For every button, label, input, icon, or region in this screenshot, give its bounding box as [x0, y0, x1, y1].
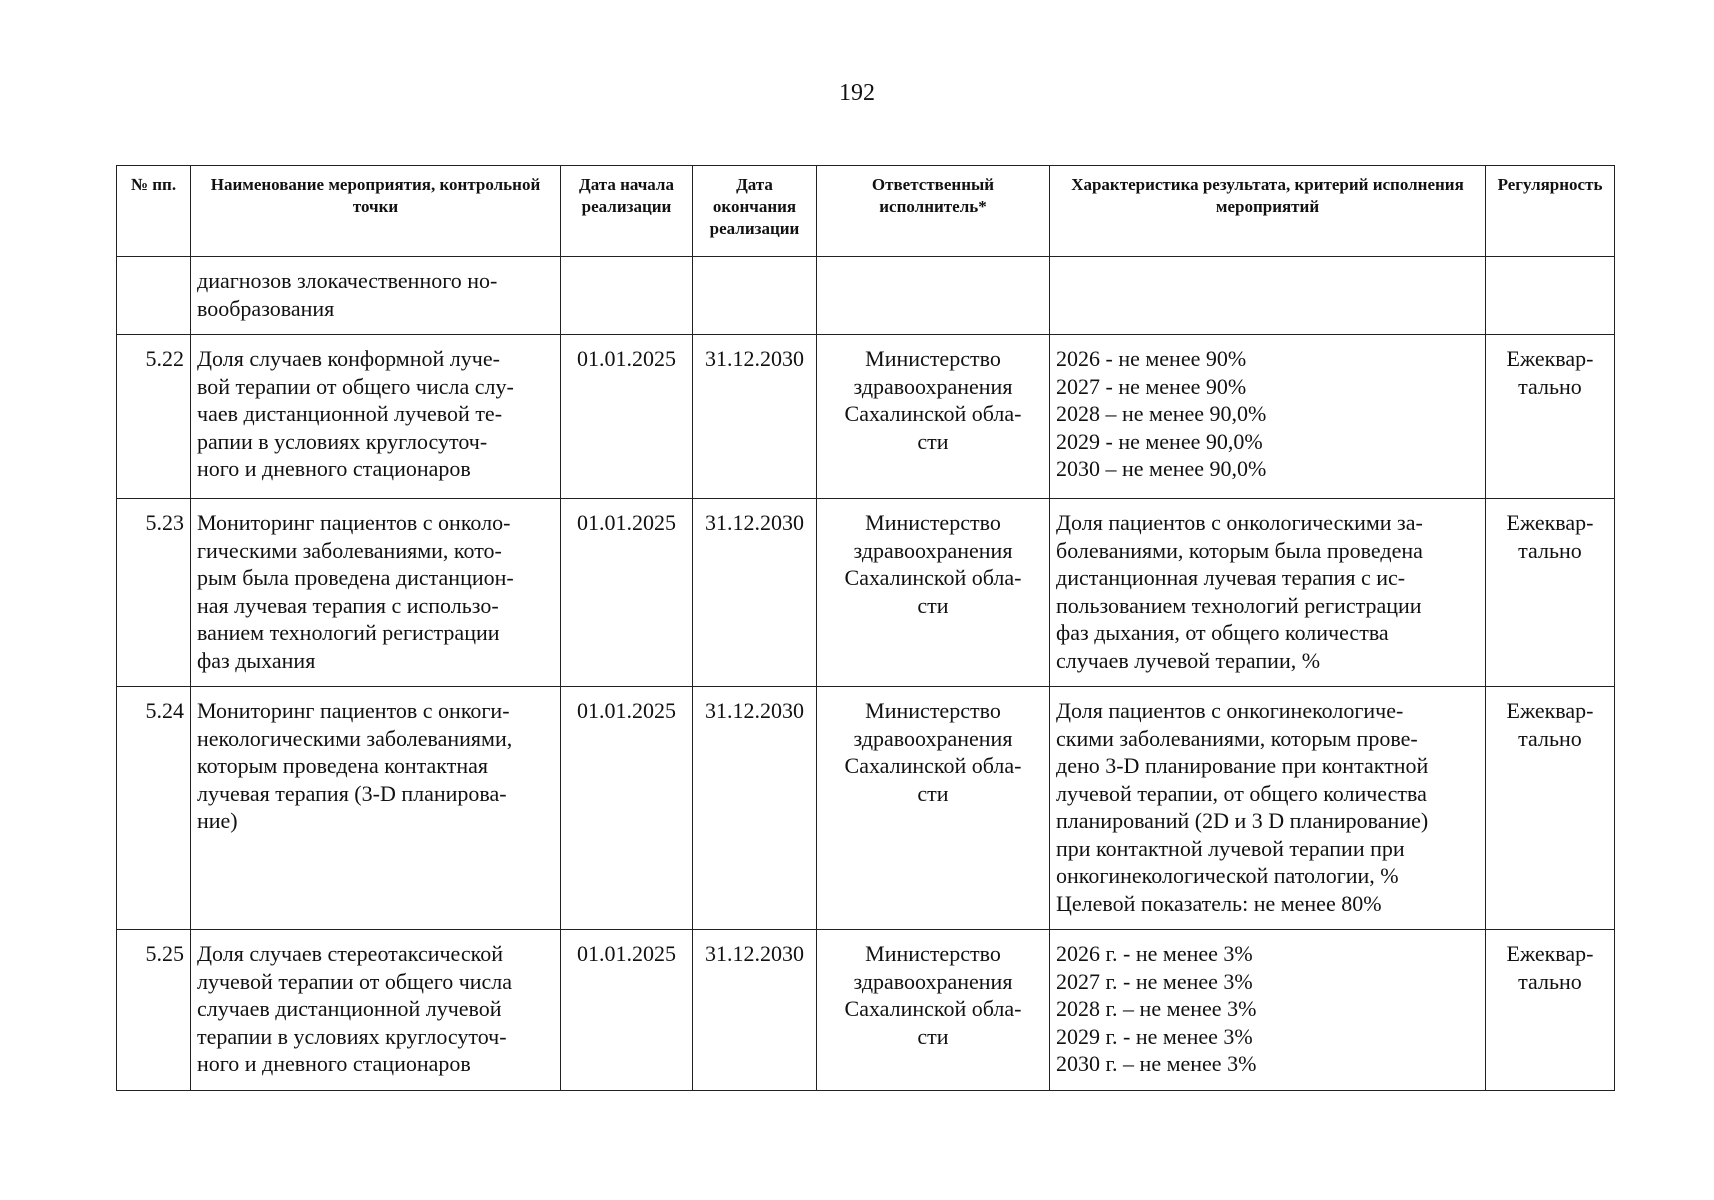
header-regularity: Регулярность — [1486, 166, 1615, 257]
header-responsible: Ответственный исполнитель* — [817, 166, 1050, 257]
start-date: 01.01.2025 — [561, 687, 693, 930]
regularity-line: Ежеквар- — [1506, 346, 1594, 371]
header-start-date: Дата начала реализации — [561, 166, 693, 257]
result-criteria-line: фаз дыхания, от общего количества — [1056, 620, 1389, 645]
result-criteria — [1050, 335, 1486, 499]
result-criteria-line: болеваниями, которым была проведена — [1056, 537, 1423, 563]
row-number — [117, 257, 191, 335]
result-criteria-line: 2028 – не менее 90,0% — [1056, 401, 1267, 426]
result-criteria-line: Доля пациентов с онкологическими за- — [1056, 510, 1423, 535]
responsible-executor-line: Министерство — [865, 510, 1001, 535]
responsible-executor-line: здравоохранения — [853, 537, 1013, 563]
activity-name-line: ная лучевая терапия с использо- — [197, 592, 499, 618]
activity-name-line: диагнозов злокачественного но- — [197, 268, 498, 293]
responsible-executor-line: Министерство — [865, 346, 1001, 371]
activity-name — [191, 499, 561, 687]
activity-name-line: терапии в условиях круглосуточ- — [197, 1023, 507, 1049]
responsible-executor-line: Сахалинской обла- — [844, 565, 1022, 590]
result-criteria-line: дистанционная лучевая терапия с ис- — [1056, 565, 1406, 590]
responsible-executor — [817, 687, 1050, 930]
activity-name-line: вой терапии от общего числа слу- — [197, 373, 514, 399]
activity-name-line: ние) — [197, 808, 238, 833]
activity-name-line: чаев дистанционной лучевой те- — [197, 401, 503, 426]
end-date: 31.12.2030 — [693, 687, 817, 930]
responsible-executor-line: здравоохранения — [853, 968, 1013, 994]
table-row — [117, 930, 1615, 1091]
header-num: № пп. — [117, 166, 191, 257]
start-date: 01.01.2025 — [561, 930, 693, 1091]
result-criteria-line: при контактной лучевой терапии при — [1056, 835, 1405, 861]
start-date: 01.01.2025 — [561, 335, 693, 499]
end-date: 31.12.2030 — [693, 499, 817, 687]
table-body — [117, 257, 1615, 1091]
regularity — [1486, 499, 1615, 687]
row-number: 5.23 — [117, 499, 191, 687]
result-criteria — [1050, 499, 1486, 687]
activity-name-line: Мониторинг пациентов с онколо- — [197, 510, 511, 535]
result-criteria-line: 2030 г. – не менее 3% — [1056, 1051, 1257, 1076]
end-date: 31.12.2030 — [693, 335, 817, 499]
result-criteria — [1050, 687, 1486, 930]
activity-name-line: лучевой терапии от общего числа — [197, 968, 513, 994]
regularity — [1486, 687, 1615, 930]
start-date: 01.01.2025 — [561, 499, 693, 687]
activity-name-line: вообразования — [197, 295, 335, 321]
activity-name-line: лучевая терапия (3-D планирова- — [197, 780, 507, 806]
result-criteria-line: скими заболеваниями, которым прове- — [1056, 725, 1418, 751]
table-row — [117, 687, 1615, 930]
result-criteria-line: 2026 г. - не менее 3% — [1056, 941, 1253, 966]
result-criteria — [1050, 257, 1486, 335]
activity-name-line: Доля случаев конформной луче- — [197, 346, 500, 371]
activity-name-line: ного и дневного стационаров — [197, 456, 471, 481]
regularity-line: Ежеквар- — [1506, 941, 1594, 966]
row-number: 5.24 — [117, 687, 191, 930]
result-criteria-line: 2029 - не менее 90,0% — [1056, 428, 1263, 454]
result-criteria-line: Целевой показатель: не менее 80% — [1056, 890, 1382, 916]
end-date: 31.12.2030 — [693, 930, 817, 1091]
start-date — [561, 257, 693, 335]
regularity-line: тально — [1518, 373, 1582, 399]
responsible-executor-line: Министерство — [865, 941, 1001, 966]
page-number: 192 — [839, 80, 875, 106]
regularity-line: тально — [1518, 725, 1582, 751]
activity-name-line: случаев дистанционной лучевой — [197, 996, 502, 1021]
responsible-executor-line: Сахалинской обла- — [844, 753, 1022, 778]
responsible-executor-line: Министерство — [865, 698, 1001, 723]
activity-name-line: гическими заболеваниями, кото- — [197, 537, 502, 563]
table-row — [117, 499, 1615, 687]
responsible-executor-line: сти — [917, 592, 949, 618]
activity-name-line: фаз дыхания — [197, 647, 316, 673]
result-criteria-line: 2028 г. – не менее 3% — [1056, 996, 1257, 1021]
activity-name-line: некологическими заболеваниями, — [197, 725, 513, 751]
activity-name-line: ного и дневного стационаров — [197, 1051, 471, 1076]
responsible-executor — [817, 499, 1050, 687]
responsible-executor-line: Сахалинской обла- — [844, 401, 1022, 426]
regularity — [1486, 930, 1615, 1091]
activity-name-line: которым проведена контактная — [197, 753, 488, 778]
responsible-executor-line: сти — [917, 428, 949, 454]
responsible-executor-line: здравоохранения — [853, 373, 1013, 399]
activity-name — [191, 687, 561, 930]
header-name: Наименование мероприятия, контрольной точки — [191, 166, 561, 257]
activities-table — [116, 165, 1615, 1091]
result-criteria-line: 2030 – не менее 90,0% — [1056, 456, 1267, 481]
result-criteria-line: 2027 - не менее 90% — [1056, 373, 1247, 399]
activity-name-line: ванием технологий регистрации — [197, 620, 500, 645]
regularity-line: тально — [1518, 968, 1582, 994]
result-criteria-line: пользованием технологий регистрации — [1056, 592, 1422, 618]
activity-name-line: рым была проведена дистанцион- — [197, 565, 514, 590]
row-number: 5.25 — [117, 930, 191, 1091]
result-criteria-line: 2029 г. - не менее 3% — [1056, 1023, 1253, 1049]
row-number: 5.22 — [117, 335, 191, 499]
activity-name-line: Мониторинг пациентов с онкоги- — [197, 698, 510, 723]
end-date — [693, 257, 817, 335]
responsible-executor — [817, 930, 1050, 1091]
activity-name-line: рапии в условиях круглосуточ- — [197, 428, 488, 454]
result-criteria-line: онкогинекологической патологии, % — [1056, 863, 1399, 888]
table-row — [117, 257, 1615, 335]
result-criteria-line: 2026 - не менее 90% — [1056, 346, 1247, 371]
responsible-executor — [817, 257, 1050, 335]
result-criteria-line: случаев лучевой терапии, % — [1056, 647, 1321, 673]
activity-name — [191, 257, 561, 335]
activity-name — [191, 930, 561, 1091]
activity-name — [191, 335, 561, 499]
result-criteria-line: лучевой терапии, от общего количества — [1056, 780, 1427, 806]
responsible-executor-line: Сахалинской обла- — [844, 996, 1022, 1021]
responsible-executor-line: сти — [917, 1023, 949, 1049]
responsible-executor-line: сти — [917, 780, 949, 806]
result-criteria-line: Доля пациентов с онкогинекологиче- — [1056, 698, 1404, 723]
regularity-line: тально — [1518, 537, 1582, 563]
regularity-line: Ежеквар- — [1506, 698, 1594, 723]
table-header-row — [117, 166, 1615, 257]
result-criteria-line: планирований (2D и 3 D планирование) — [1056, 808, 1429, 833]
header-end-date: Дата окончания реализации — [693, 166, 817, 257]
regularity — [1486, 335, 1615, 499]
result-criteria-line: дено 3-D планирование при контактной — [1056, 753, 1429, 778]
responsible-executor-line: здравоохранения — [853, 725, 1013, 751]
result-criteria — [1050, 930, 1486, 1091]
table-row — [117, 335, 1615, 499]
regularity — [1486, 257, 1615, 335]
result-criteria-line: 2027 г. - не менее 3% — [1056, 968, 1253, 994]
regularity-line: Ежеквар- — [1506, 510, 1594, 535]
header-result: Характеристика результата, критерий исполнения мероприятий — [1050, 166, 1486, 257]
activity-name-line: Доля случаев стереотаксической — [197, 941, 503, 966]
responsible-executor — [817, 335, 1050, 499]
